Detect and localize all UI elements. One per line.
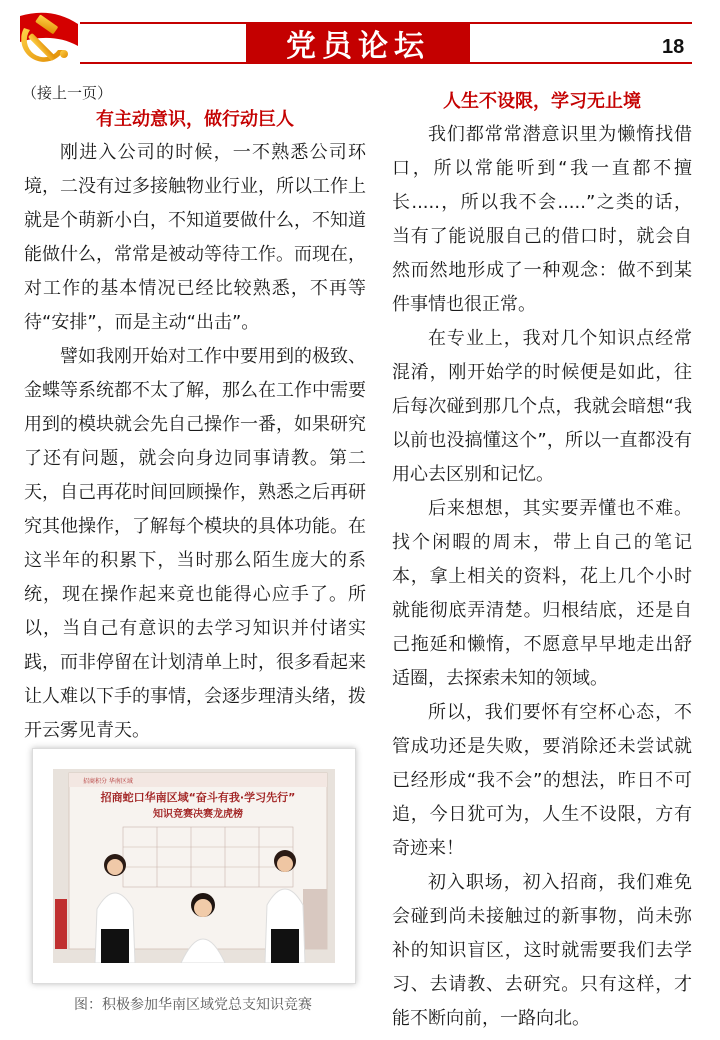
paragraph: 在专业上，我对几个知识点经常混淆，刚开始学的时候便是如此，往后每次碰到那几个点，我就会暗想“我以前也没搞懂这个”，所以一直都没有用心去区别和记忆。 (392, 328, 692, 485)
paragraph: 刚进入公司的时候，一不熟悉公司环境，二没有过多接触物业行业，所以工作上就是个萌新小白，不知道要做什么，不知道能做什么，常常是被动等待工作。而现在，对工作的基本情况已经比较熟悉，不再等待“安排”，而是主动“出击”。 (24, 142, 366, 333)
paragraph: 我们都常常潜意识里为懒惰找借口，所以常能听到“我一直都不擅长.....，所以我不会.....”之类的话，当有了能说服自己的借口时，就会自然而然地形成了一种观念：做不到某件事情也很正常。 (392, 124, 692, 315)
competition-photo (53, 769, 335, 963)
photo-caption: 图：积极参加华南区域党总支知识竞赛 (74, 997, 312, 1013)
party-emblem-icon (6, 6, 80, 80)
right-heading: 人生不设限，学习无止境 (443, 91, 641, 112)
banner-logo: 招商积分 华南区域 (83, 778, 133, 785)
photo-frame (32, 748, 356, 984)
paragraph: 所以，我们要怀有空杯心态，不管成功还是失败，要消除还未尝试就已经形成“我不会”的想法，昨日不可追，今日犹可为，人生不设限，方有奇迹来！ (392, 702, 692, 859)
left-heading: 有主动意识，做行动巨人 (96, 109, 294, 130)
banner-subtitle: 知识竞赛决赛龙虎榜 (153, 809, 243, 820)
paragraph: 后来想想，其实要弄懂也不难。找个闲暇的周末，带上自己的笔记本，拿上相关的资料，花上几个小时就能彻底弄清楚。归根结底，还是自己拖延和懒惰，不愿意早早地走出舒适圈，去探索未知的领域。 (392, 498, 692, 689)
page-number: 18 (662, 36, 685, 58)
continued-note: （接上一页） (22, 84, 113, 102)
paragraph: 初入职场，初入招商，我们难免会碰到尚未接触过的新事物，尚未弥补的知识盲区，这时就需要我们去学习、去请教、去研究。只有这样，才能不断向前，一路向北。 (392, 872, 692, 1029)
right-column (392, 86, 692, 1036)
paragraph: 譬如我刚开始对工作中要用到的极致、金蝶等系统都不太了解，那么在工作中需要用到的模块就会先自己操作一番，如果研究了还有问题，就会向身边同事请教。第二天，自己再花时间回顾操作，熟悉之后再研究其他操作，了解每个模块的具体功能。在这半年的积累下，当时那么陌生庞大的系统，现在操作起来竟也能得心应手了。所以，当自己有意识的去学习知识并付诸实践，而非停留在计划清单上时，很多看起来让人难以下手的事情，会逐步理清头绪，拨开云雾见青天。 (24, 346, 366, 741)
section-title: 党员论坛 (246, 22, 470, 64)
left-column (24, 104, 366, 748)
banner-title: 招商蛇口华南区域“奋斗有我·学习先行” (100, 791, 296, 804)
